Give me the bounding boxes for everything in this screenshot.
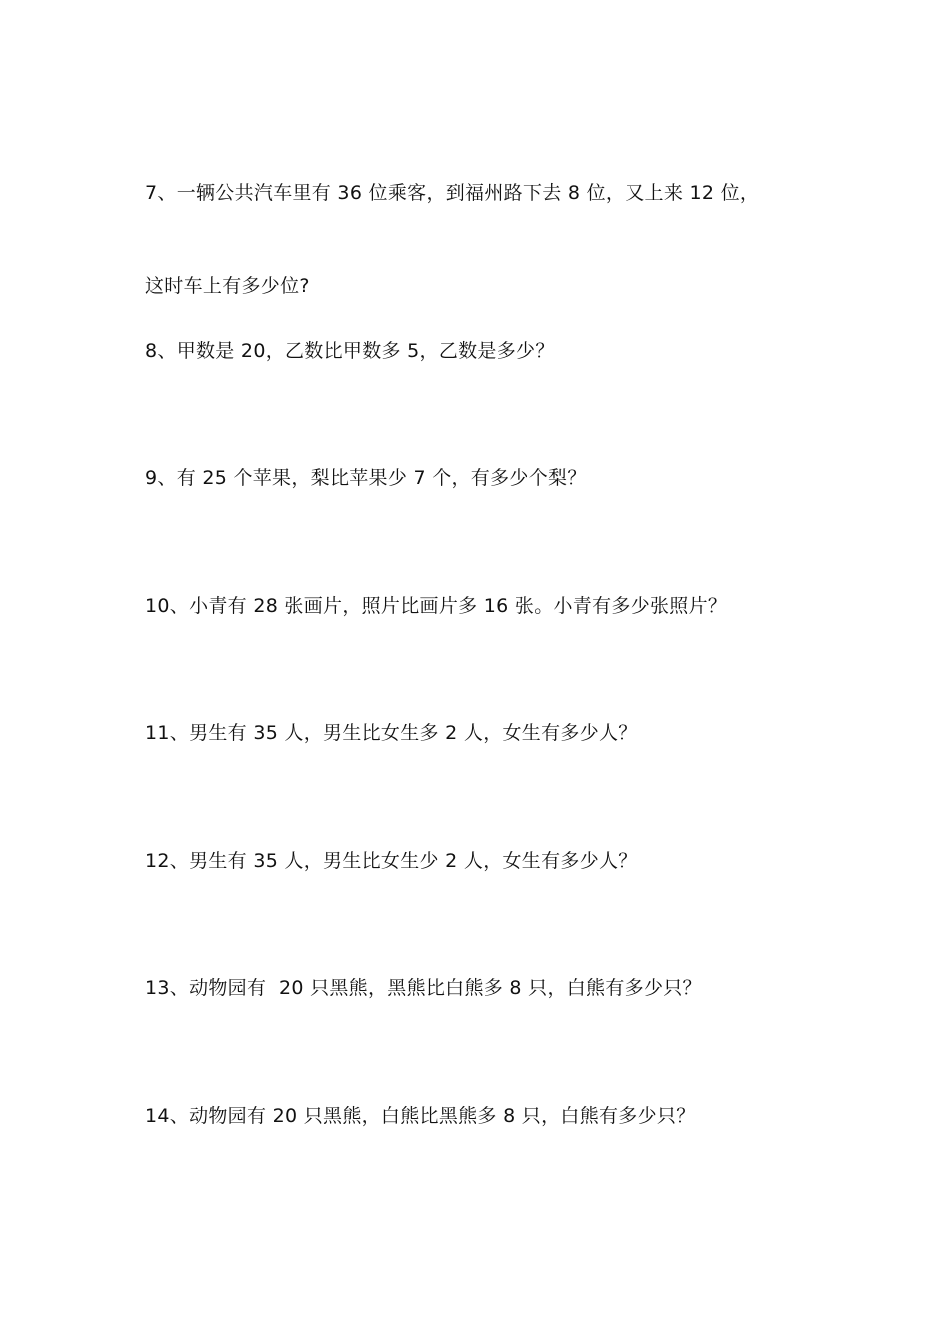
question-10-text: 10、小青有 28 张画片，照片比画片多 16 张。小青有多少张照片？ <box>145 595 728 617</box>
question-13-text: 13、动物园有 20 只黑熊，黑熊比白熊多 8 只，白熊有多少只？ <box>145 977 702 999</box>
question-12-text: 12、男生有 35 人，男生比女生少 2 人，女生有多少人？ <box>145 850 638 872</box>
question-9-text: 9、有 25 个苹果，梨比苹果少 7 个，有多少个梨？ <box>145 467 587 489</box>
question-14 <box>145 1039 825 1194</box>
question-14-text: 14、动物园有 20 只黑熊，白熊比黑熊多 8 只，白熊有多少只？ <box>145 1105 696 1127</box>
question-11-text: 11、男生有 35 人，男生比女生多 2 人，女生有多少人？ <box>145 722 638 744</box>
question-7-line-2: 这时车上有多少位? <box>145 275 310 297</box>
question-7-line-1: 7、一辆公共汽车里有 36 位乘客，到福州路下去 8 位，又上来 12 位， <box>145 182 760 204</box>
question-8-text: 8、甲数是 20，乙数比甲数多 5，乙数是多少？ <box>145 340 555 362</box>
